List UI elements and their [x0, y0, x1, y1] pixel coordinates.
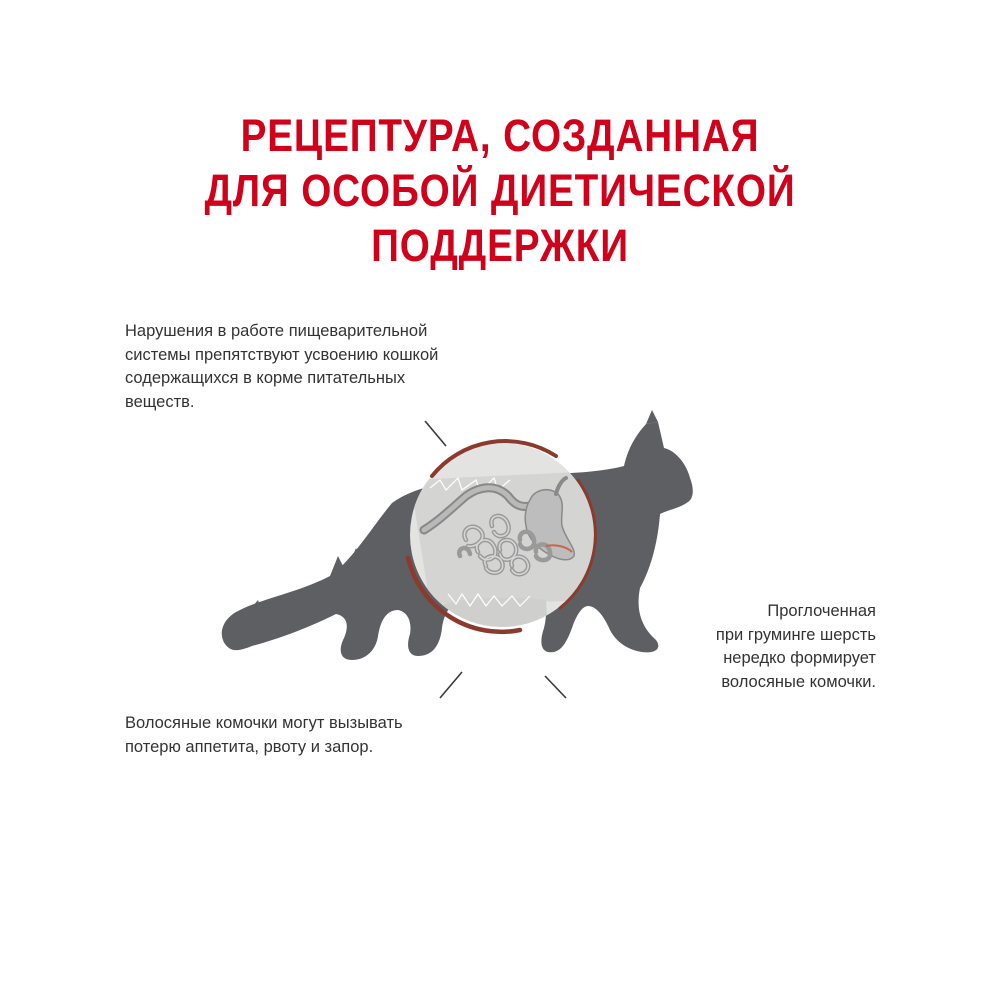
caption-line: веществ. — [125, 392, 195, 411]
title-line-1: РЕЦЕПТУРА, СОЗДАННАЯ — [240, 110, 760, 161]
caption-line: содержащихся в корме питательных — [125, 369, 406, 387]
grooming-caption — [716, 600, 876, 694]
caption-line: нередко формирует — [723, 649, 876, 667]
hairball-effects-caption — [125, 712, 403, 759]
caption-line: Нарушения в работе пищеварительной — [125, 322, 428, 340]
title-line-3: ПОДДЕРЖКИ — [371, 220, 629, 271]
digestion-caption — [125, 320, 438, 414]
title-line-2: ДЛЯ ОСОБОЙ ДИЕТИЧЕСКОЙ — [204, 165, 796, 216]
caption-line: потерю аппетита, рвоту и запор. — [125, 737, 374, 756]
caption-line: системы препятствуют усвоению кошкой — [125, 345, 439, 364]
caption-line: при груминге шерсть — [715, 625, 876, 644]
caption-line: волосяные комочки. — [721, 672, 876, 691]
caption-line: Волосяные комочки могут вызывать — [125, 714, 403, 732]
caption-line: Проглоченная — [767, 602, 876, 620]
